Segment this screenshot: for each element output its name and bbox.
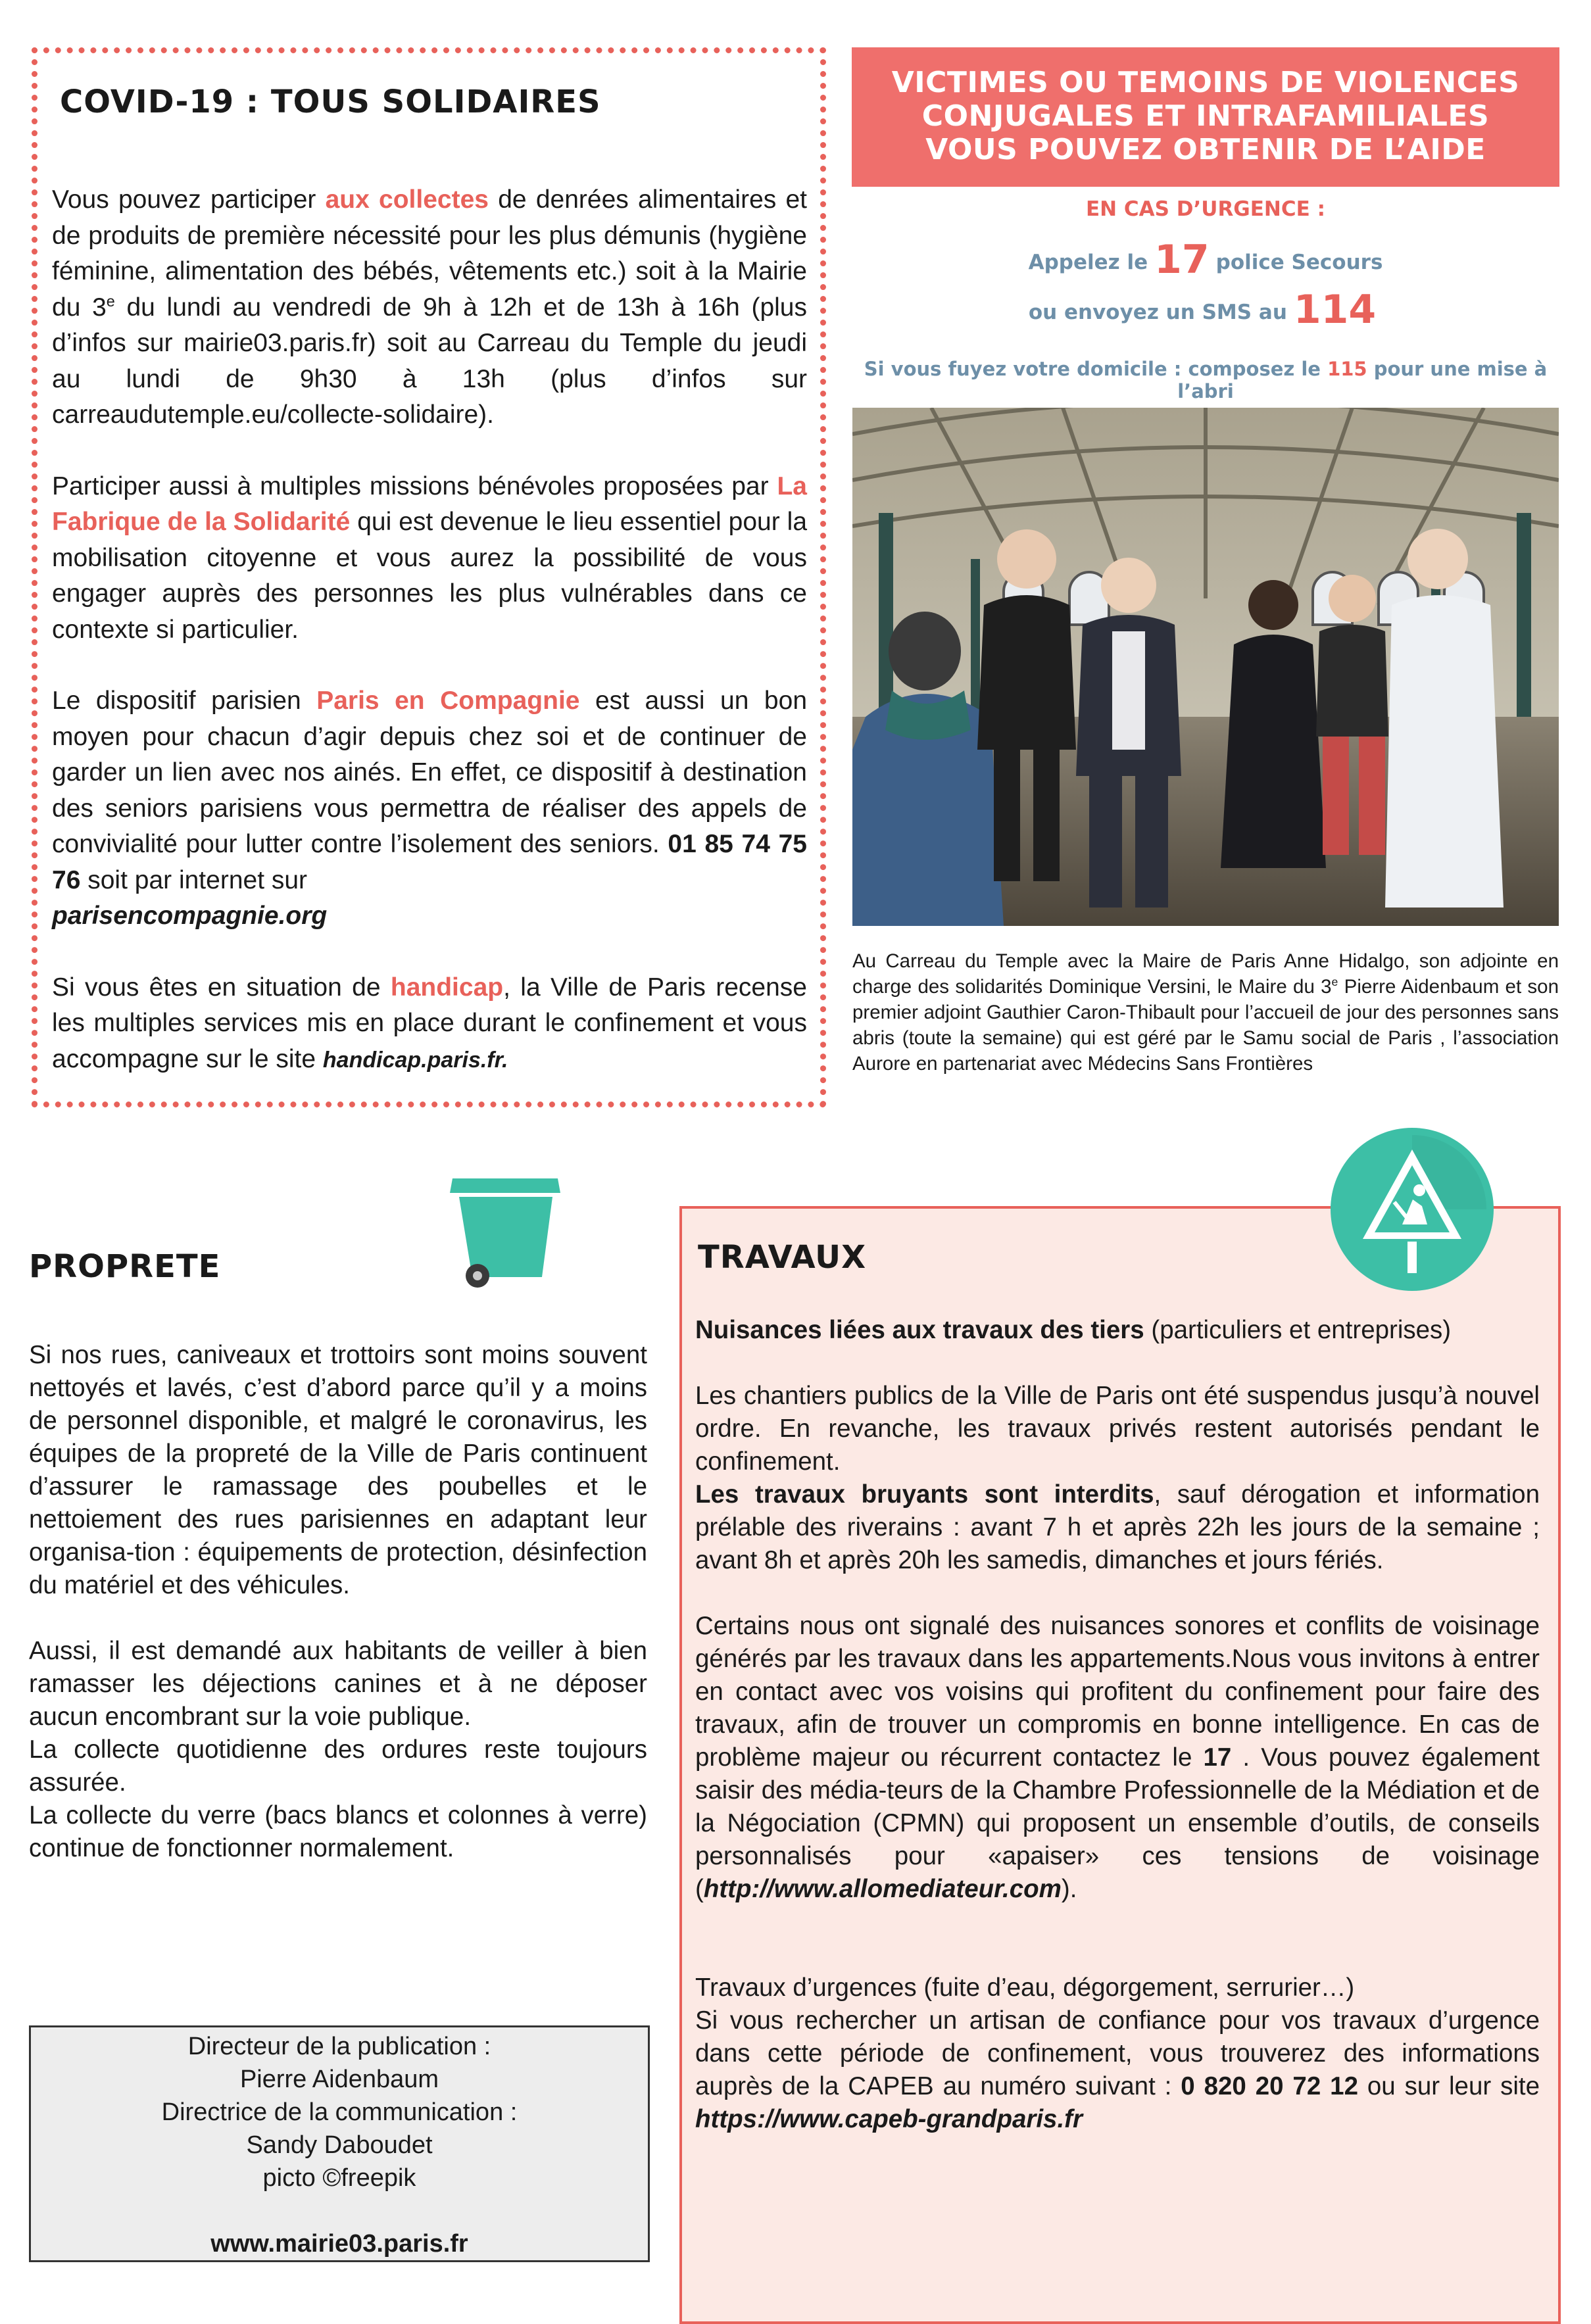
covid-title: COVID-19 : TOUS SOLIDAIRES bbox=[60, 84, 601, 120]
covid-solidarity-box bbox=[32, 47, 826, 1107]
roadworks-sign-icon bbox=[1329, 1126, 1496, 1293]
fabrique-solidarite-link[interactable]: La Fabrique de la Solidarité bbox=[52, 472, 807, 536]
covid-paragraph-collectes: Vous pouvez participer aux collectes de denrées alimentaires et de produits de première nécessité pour les plus démunis (hygiène féminine, alimentation des bébés, vêtements etc.) soit à la Mairie du 3e du lundi au vendredi de 9h à 12h et de 13h à 16h (plus d’infos sur mairie03.paris.fr) soit au Carreau du Temple du jeudi au lundi de 9h30 à 13h (plus d’infos sur carreaudutemple.eu/collecte-solidaire). bbox=[52, 185, 808, 429]
capeb-phone: 0 820 20 72 12 bbox=[1181, 2072, 1358, 2100]
proprete-paragraph-3: La collecte quotidienne des ordures reste toujours assurée. bbox=[29, 1735, 647, 1797]
handicap-link[interactable]: handicap bbox=[390, 973, 504, 1002]
shelter-line: Si vous fuyez votre domicile : composez le 115 pour une mise à l’abri bbox=[864, 358, 1548, 402]
proprete-paragraph-1: Si nos rues, caniveaux et trottoirs sont moins souvent nettoyés et lavés, c’est d’abord parce qu’il y a moins de personnel disponible, et malgré le coronavirus, les équipes de la propreté de la Ville de Paris continuent d’assurer le ramassage des poubelles et le nettoiement des rues parisiennes en adaptant leur organisa-tion : équipements de protection, désinfection du matériel et des véhicules. bbox=[29, 1341, 647, 1599]
covid-paragraph-fabrique: Participer aussi à multiples missions bénévoles proposées par La Fabrique de la Solidarité qui est devenue le lieu essentiel pour la mobilisation citoyenne et vous aurez la possibilité de vous engager auprès des personnes les plus vulnérables dans ce contexte si particulier. bbox=[52, 472, 808, 644]
capeb-link[interactable]: https://www.capeb-grandparis.fr bbox=[695, 2105, 1083, 2133]
covid-paragraph-handicap: Si vous êtes en situation de handicap, la Ville de Paris recense les multiples services mis en place durant le confinement et vous accompagne sur le site handicap.paris.fr. bbox=[52, 973, 807, 1073]
collectes-link[interactable]: aux collectes bbox=[325, 185, 489, 214]
proprete-paragraph-4: La collecte du verre (bacs blancs et colonnes à verre) continue de fonctionner normalement. bbox=[29, 1801, 647, 1862]
travaux-title: TRAVAUX bbox=[698, 1239, 867, 1276]
travaux-paragraph-2: Les travaux bruyants sont interdits, sauf dérogation et information prélable des riverains : avant 7 h et après 22h les jours de la semaine ; avant 8h et après 20h les samedis, dimanches et jours fériés. bbox=[695, 1480, 1540, 1574]
trash-bin-icon bbox=[439, 1165, 564, 1290]
violence-help-banner bbox=[852, 47, 1559, 187]
mairie-website-link[interactable]: www.mairie03.paris.fr bbox=[210, 2230, 468, 2258]
publication-credits bbox=[29, 2025, 650, 2262]
police-number: 17 bbox=[1154, 237, 1210, 283]
compagnie-phone: 01 85 74 75 76 bbox=[52, 830, 807, 894]
travaux-paragraph-1: Les chantiers publics de la Ville de Paris ont été suspendus jusqu’à nouvel ordre. En revanche, les travaux privés restent autorisés pendant le confinement. bbox=[695, 1382, 1540, 1476]
carreau-du-temple-photo bbox=[852, 408, 1559, 926]
emergency-heading: EN CAS D’URGENCE : bbox=[1085, 197, 1325, 221]
sms-line: ou envoyez un SMS au 114 bbox=[1028, 287, 1377, 333]
paris-en-compagnie-link[interactable]: Paris en Compagnie bbox=[316, 687, 580, 715]
proprete-title: PROPRETE bbox=[29, 1248, 221, 1285]
credits-director-name: Pierre Aidenbaum bbox=[239, 2066, 439, 2093]
call-police-line: Appelez le 17 police Secours bbox=[1028, 237, 1383, 283]
covid-paragraph-compagnie: Le dispositif parisien Paris en Compagnie est aussi un bon moyen pour chacun d’agir depuis chez soi et de continuer de garder un lien avec nos ainés. En effet, ce dispositif à destination des seniors parisiens vous permettra de réaliser des appels de convivialité pour lutter contre l’isolement des seniors. 01 85 74 75 76 soit par internet sur parisencompagnie.org bbox=[52, 687, 808, 930]
parisencompagnie-site[interactable]: parisencompagnie.org bbox=[52, 902, 328, 930]
emergency-info bbox=[852, 197, 1559, 402]
travaux-text bbox=[695, 1314, 1540, 2136]
photo-caption: Au Carreau du Temple avec la Maire de Paris Anne Hidalgo, son adjointe en charge des solidarités Dominique Versini, le Maire du 3e Pierre Aidenbaum et son premier adjoint Gauthier Caron-Thibault pour l’accueil de jour des personnes sans abris (toute la semaine) qui est géré par le Samu social de Paris , l’association Aurore en partenariat avec Médecins Sans Frontières bbox=[852, 950, 1559, 1075]
banner-line-2: CONJUGALES ET INTRAFAMILIALES bbox=[921, 99, 1490, 133]
sms-number: 114 bbox=[1293, 287, 1377, 333]
banner-line-3: VOUS POUVEZ OBTENIR DE L’AIDE bbox=[925, 133, 1486, 166]
proprete-paragraph-2: Aussi, il est demandé aux habitants de veiller à bien ramasser les déjections canines et à ne déposer aucun encombrant sur la voie publique. bbox=[29, 1637, 647, 1731]
credits-comm-label: Directrice de la communication : bbox=[161, 2098, 518, 2126]
proprete-text bbox=[29, 1339, 647, 1865]
credits-picto: picto ©freepik bbox=[262, 2164, 416, 2192]
travaux-paragraph-4: Si vous rechercher un artisan de confiance pour vos travaux d’urgence dans cette période de confinement, vous trouverez des informations auprès de la CAPEB au numéro suivant : 0 820 20 72 12 ou sur leur site https://www.capeb-grandparis.fr bbox=[695, 2006, 1540, 2133]
handicap-site[interactable]: handicap.paris.fr. bbox=[322, 1047, 508, 1073]
travaux-urgence-heading: Travaux d’urgences (fuite d’eau, dégorgement, serrurier…) bbox=[695, 1973, 1355, 2002]
credits-director-label: Directeur de la publication : bbox=[187, 2033, 491, 2060]
travaux-box bbox=[679, 1206, 1561, 2324]
mediation-number: 17 bbox=[1203, 1743, 1232, 1772]
travaux-paragraph-3: Certains nous ont signalé des nuisances sonores et conflits de voisinage générés par les travaux dans les appartements.Nous vous invitons à entrer en contact avec vos voisins qui profitent du confinement pour faire des travaux, afin de trouver un compromis en bonne intelligence. En cas de problème majeur ou récurrent contactez le 17 . Vous pouvez également saisir des média-teurs de la Chambre Professionnelle de la Médiation et de la Négociation (CPMN) qui proposent un ensemble d’outils, de conseils personnalisés pour «apaiser» ces tensions de voisinage (http://www.allomediateur.com). bbox=[695, 1612, 1540, 1903]
banner-line-1: VICTIMES OU TEMOINS DE VIOLENCES bbox=[891, 66, 1520, 99]
allomediateur-link[interactable]: http://www.allomediateur.com bbox=[703, 1875, 1062, 1903]
travaux-subtitle: Nuisances liées aux travaux des tiers (particuliers et entreprises) bbox=[695, 1316, 1452, 1344]
credits-comm-name: Sandy Daboudet bbox=[246, 2131, 433, 2159]
